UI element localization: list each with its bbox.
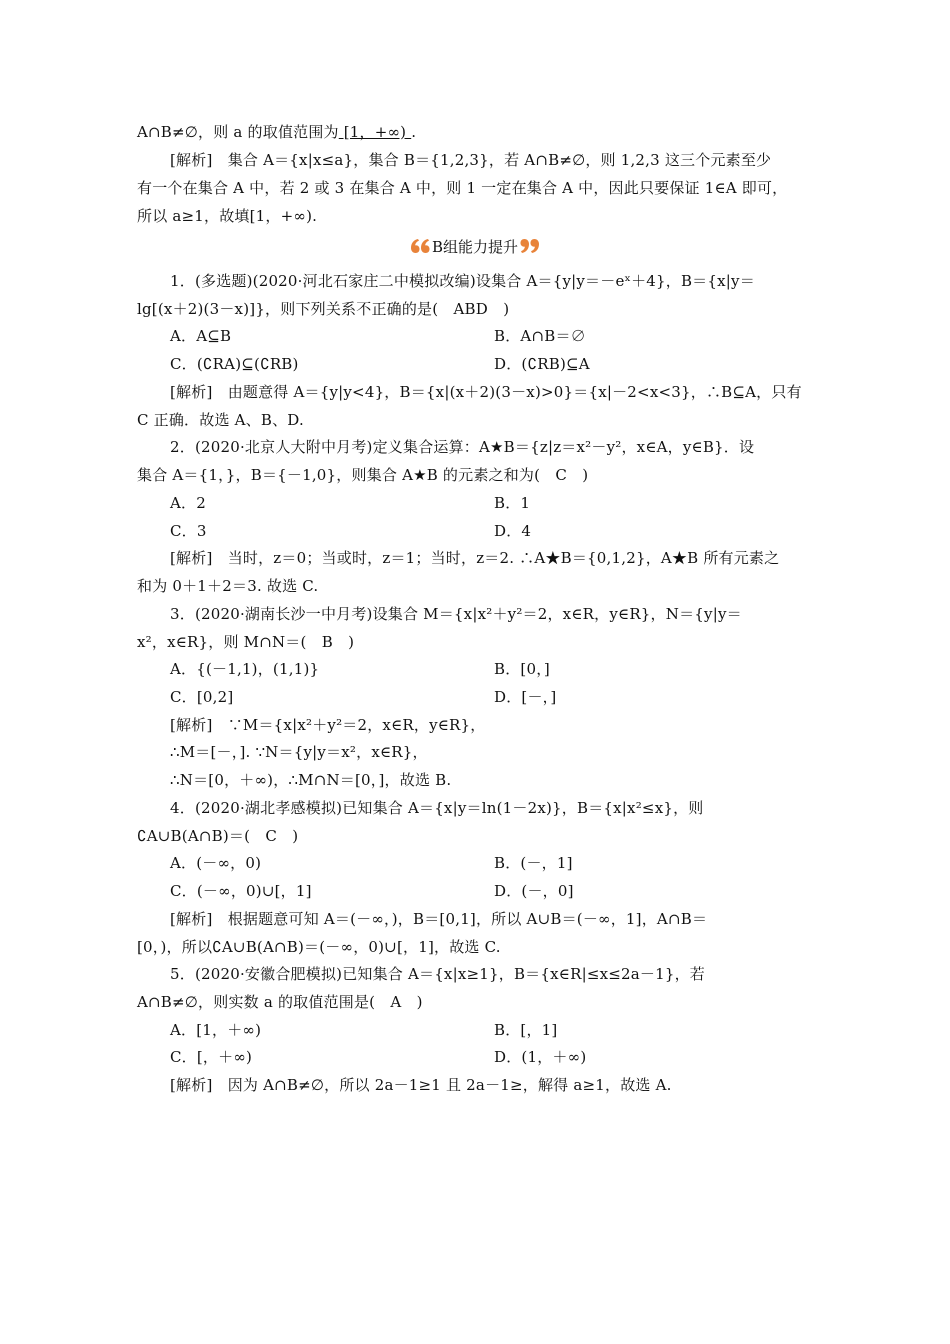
q1-solution-line-2: C 正确．故选 A、B、D.	[137, 411, 304, 429]
q3-solution-line-2: ∴M＝[－，]. ∵N＝{y|y＝x²，x∈R}，	[170, 743, 428, 761]
q1-option-c: C．(∁RA)⊆(∁RB)	[170, 355, 299, 373]
section-title: B组能力提升	[431, 238, 519, 256]
q3-stem-line-2: x²，x∈R}，则 M∩N＝( B )	[137, 633, 355, 651]
intro-solution-line-3: 所以 a≥1，故填[1，+∞).	[137, 207, 318, 225]
q2-option-b: B．1	[494, 494, 531, 512]
q2-stem-line-1: 2．(2020·北京人大附中月考)定义集合运算：A★B＝{z|z＝x²－y²，x∈A，y∈B}．设	[170, 438, 755, 456]
q2-stem-line-2: 集合 A＝{1，}，B＝{－1,0}，则集合 A★B 的元素之和为( C )	[137, 466, 589, 484]
q3-stem-line-1: 3．(2020·湖南长沙一中月考)设集合 M＝{x|x²＋y²＝2，x∈R，y∈R}，N＝{y|y＝	[170, 605, 742, 623]
q5-stem-line-1: 5．(2020·安徽合肥模拟)已知集合 A＝{x|x≥1}，B＝{x∈R|≤x≤2a－1}，若	[170, 965, 706, 983]
q2-solution-line-2: 和为 0＋1＋2＝3. 故选 C.	[137, 577, 319, 595]
q3-option-a: A．{(－1,1)，(1,1)}	[170, 660, 320, 678]
close-quote-icon	[520, 237, 540, 255]
q5-option-d: D．(1，＋∞)	[494, 1048, 587, 1066]
period: .	[411, 123, 417, 141]
q5-option-a: A．[1，＋∞)	[170, 1021, 262, 1039]
q5-option-b: B．[，1]	[494, 1021, 558, 1039]
q2-option-c: C．3	[170, 522, 207, 540]
q5-solution-line-1: [解析] 因为 A∩B≠∅，所以 2a－1≥1 且 2a－1≥，解得 a≥1，故选 A.	[170, 1076, 672, 1094]
answer-blank: [1，+∞)	[338, 123, 412, 141]
intro-line-1	[137, 122, 416, 142]
q2-option-a: A．2	[170, 494, 206, 512]
q2-solution-line-1: [解析] 当时，z＝0；当或时，z＝1；当时，z＝2. ∴A★B＝{0,1,2}，A★B 所有元素之	[170, 549, 780, 567]
q3-option-b: B．[0，]	[494, 660, 550, 678]
q2-option-d: D．4	[494, 522, 532, 540]
q5-option-c: C．[，＋∞)	[170, 1048, 253, 1066]
q3-option-d: D．[－，]	[494, 688, 557, 706]
q3-solution-line-3: ∴N＝[0，＋∞)，∴M∩N＝[0，]，故选 B.	[170, 771, 452, 789]
section-heading	[0, 234, 950, 260]
intro-solution-line-2: 有一个在集合 A 中，若 2 或 3 在集合 A 中，则 1 一定在集合 A 中，因此只要保证 1∈A 即可，	[137, 179, 788, 197]
q5-stem-line-2: A∩B≠∅，则实数 a 的取值范围是( A )	[137, 993, 423, 1011]
q4-option-d: D．(－，0]	[494, 882, 574, 900]
intro-text: A∩B≠∅，则 a 的取值范围为	[137, 123, 339, 141]
q1-option-a: A．A⊆B	[170, 327, 232, 345]
q1-solution-line-1: [解析] 由题意得 A＝{y|y<4}，B＝{x|(x＋2)(3－x)>0}＝{x|－2<x<3}，∴B⊆A，只有	[170, 383, 802, 401]
q4-stem-line-1: 4．(2020·湖北孝感模拟)已知集合 A＝{x|y＝ln(1－2x)}，B＝{x|x²≤x}，则	[170, 799, 704, 817]
q4-solution-line-2: [0，)，所以∁A∪B(A∩B)＝(－∞，0)∪[，1]，故选 C.	[137, 938, 501, 956]
intro-solution-line-1: [解析] 集合 A＝{x|x≤a}，集合 B＝{1,2,3}，若 A∩B≠∅，则 1,2,3 这三个元素至少	[170, 151, 772, 169]
q4-stem-line-2: ∁A∪B(A∩B)＝( C )	[137, 827, 299, 845]
q1-stem-line-2: lg[(x＋2)(3－x)]}，则下列关系不正确的是( ABD )	[137, 300, 510, 318]
q4-option-b: B．(－，1]	[494, 854, 573, 872]
open-quote-icon	[410, 237, 430, 255]
q4-solution-line-1: [解析] 根据题意可知 A＝(－∞，)，B＝[0,1]，所以 A∪B＝(－∞，1]，A∩B＝	[170, 910, 708, 928]
q1-stem-line-1: 1．(多选题)(2020·河北石家庄二中模拟改编)设集合 A＝{y|y＝－eˣ＋4}，B＝{x|y＝	[170, 272, 755, 290]
q1-option-d: D．(∁RB)⊆A	[494, 355, 590, 373]
q3-solution-line-1: [解析] ∵M＝{x|x²＋y²＝2，x∈R，y∈R}，	[170, 716, 486, 734]
q4-option-c: C．(－∞，0)∪[，1]	[170, 882, 312, 900]
q3-option-c: C．[0,2]	[170, 688, 234, 706]
q4-option-a: A．(－∞，0)	[170, 854, 262, 872]
q1-option-b: B．A∩B＝∅	[494, 327, 586, 345]
